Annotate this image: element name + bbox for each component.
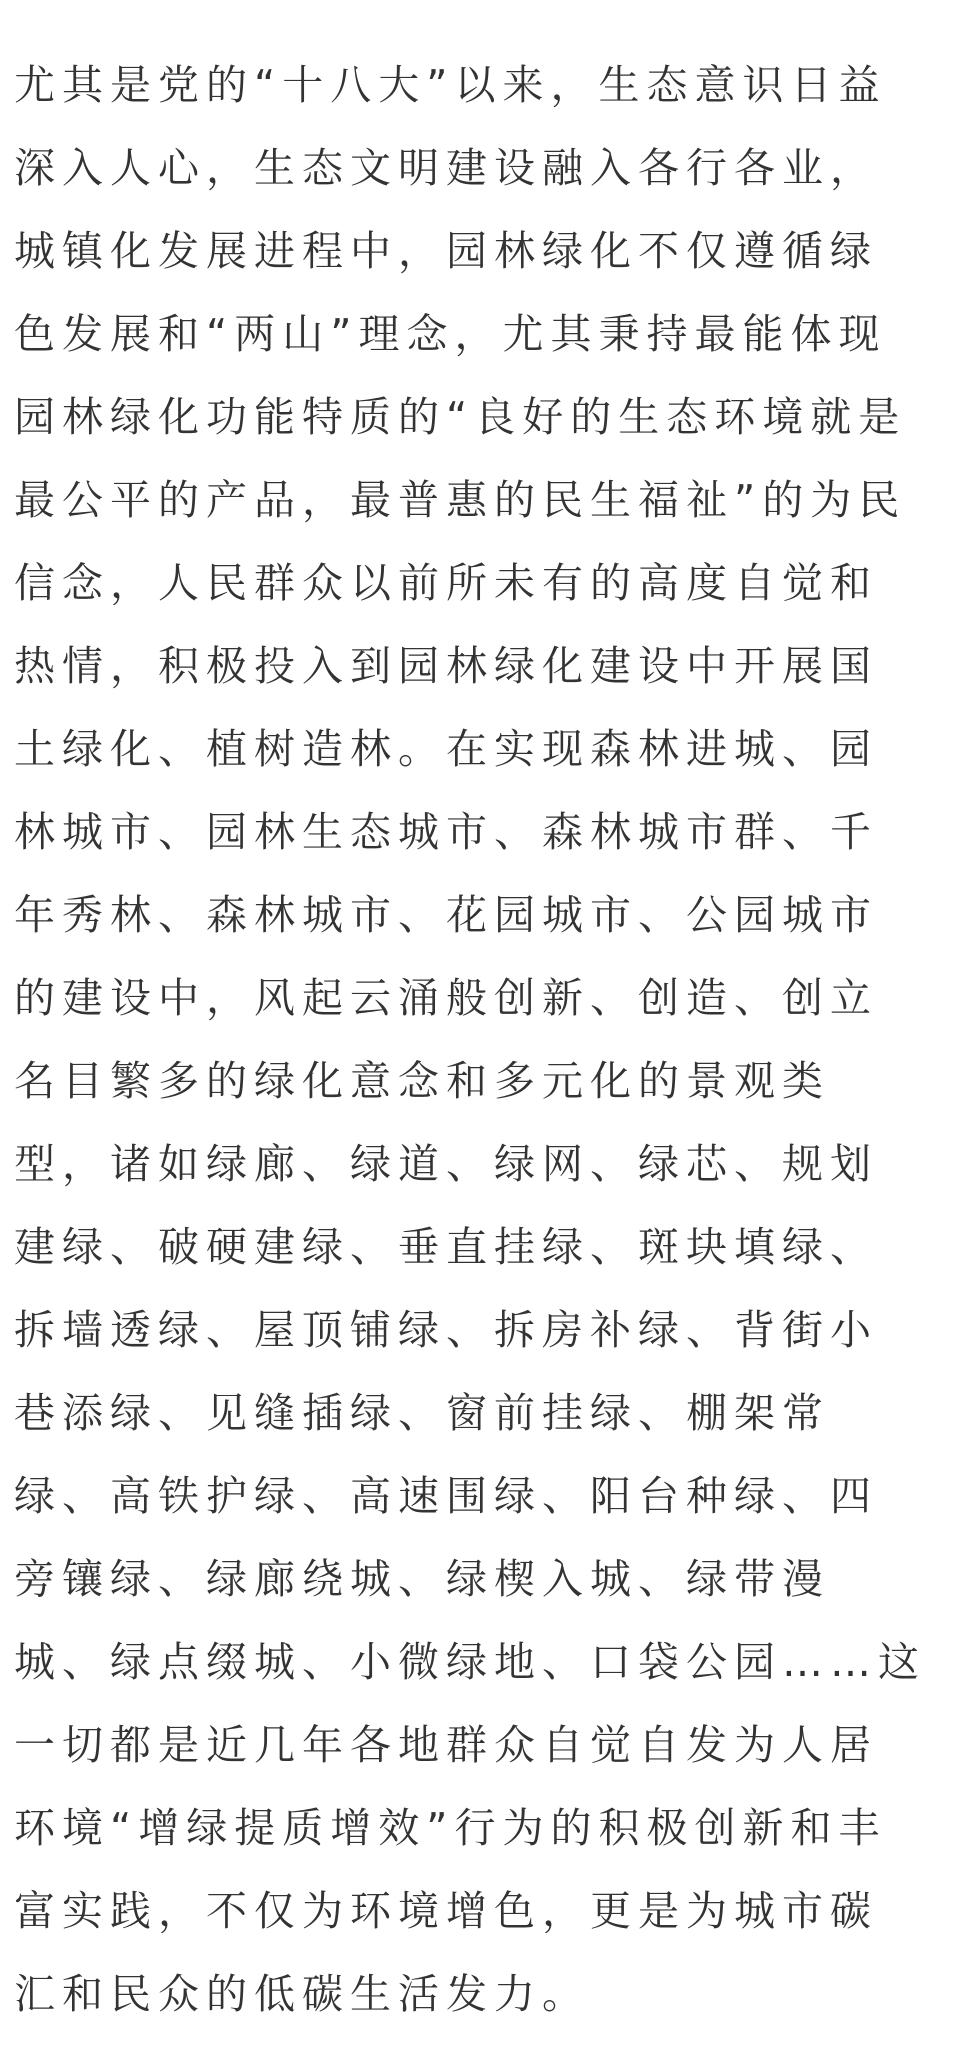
- text-line: 信念，人民群众以前所未有的高度自觉和: [14, 559, 878, 607]
- text-line: 的建设中，风起云涌般创新、创造、创立: [14, 974, 878, 1022]
- text-line: 名目繁多的绿化意念和多元化的景观类: [14, 1057, 830, 1105]
- text-line: 深入人心，生态文明建设融入各行各业，: [14, 144, 878, 192]
- text-line: 建绿、破硬建绿、垂直挂绿、斑块填绿、: [14, 1223, 878, 1271]
- text-line: 旁镶绿、绿廊绕城、绿楔入城、绿带漫: [14, 1555, 830, 1603]
- text-line: 尤其是党的“十八大”以来，生态意识日益: [14, 61, 887, 109]
- text-line: 型，诸如绿廊、绿道、绿网、绿芯、规划: [14, 1140, 878, 1188]
- text-line: 色发展和“两山”理念，尤其秉持最能体现: [14, 310, 887, 358]
- text-line: 拆墙透绿、屋顶铺绿、拆房补绿、背街小: [14, 1306, 878, 1354]
- text-line: 最公平的产品，最普惠的民生福祉”的为民: [14, 476, 907, 524]
- text-line: 园林绿化功能特质的“良好的生态环境就是: [14, 393, 907, 441]
- text-line: 林城市、园林生态城市、森林城市群、千: [14, 808, 878, 856]
- text-line: 巷添绿、见缝插绿、窗前挂绿、棚架常: [14, 1389, 830, 1437]
- text-line: 城、绿点缀城、小微绿地、口袋公园……这: [14, 1638, 926, 1686]
- text-line: 土绿化、植树造林。在实现森林进城、园: [14, 725, 878, 773]
- text-line: 热情，积极投入到园林绿化建设中开展国: [14, 642, 878, 690]
- text-line: 年秀林、森林城市、花园城市、公园城市: [14, 891, 878, 939]
- text-line: 一切都是近几年各地群众自觉自发为人居: [14, 1721, 878, 1769]
- text-line: 富实践，不仅为环境增色，更是为城市碳: [14, 1887, 878, 1935]
- text-line: 绿、高铁护绿、高速围绿、阳台种绿、四: [14, 1472, 878, 1520]
- text-line: 汇和民众的低碳生活发力。: [14, 1970, 590, 2018]
- article-paragraph: [14, 44, 969, 2036]
- text-line: 环境“增绿提质增效”行为的积极创新和丰: [14, 1804, 887, 1852]
- text-line: 城镇化发展进程中，园林绿化不仅遵循绿: [14, 227, 878, 275]
